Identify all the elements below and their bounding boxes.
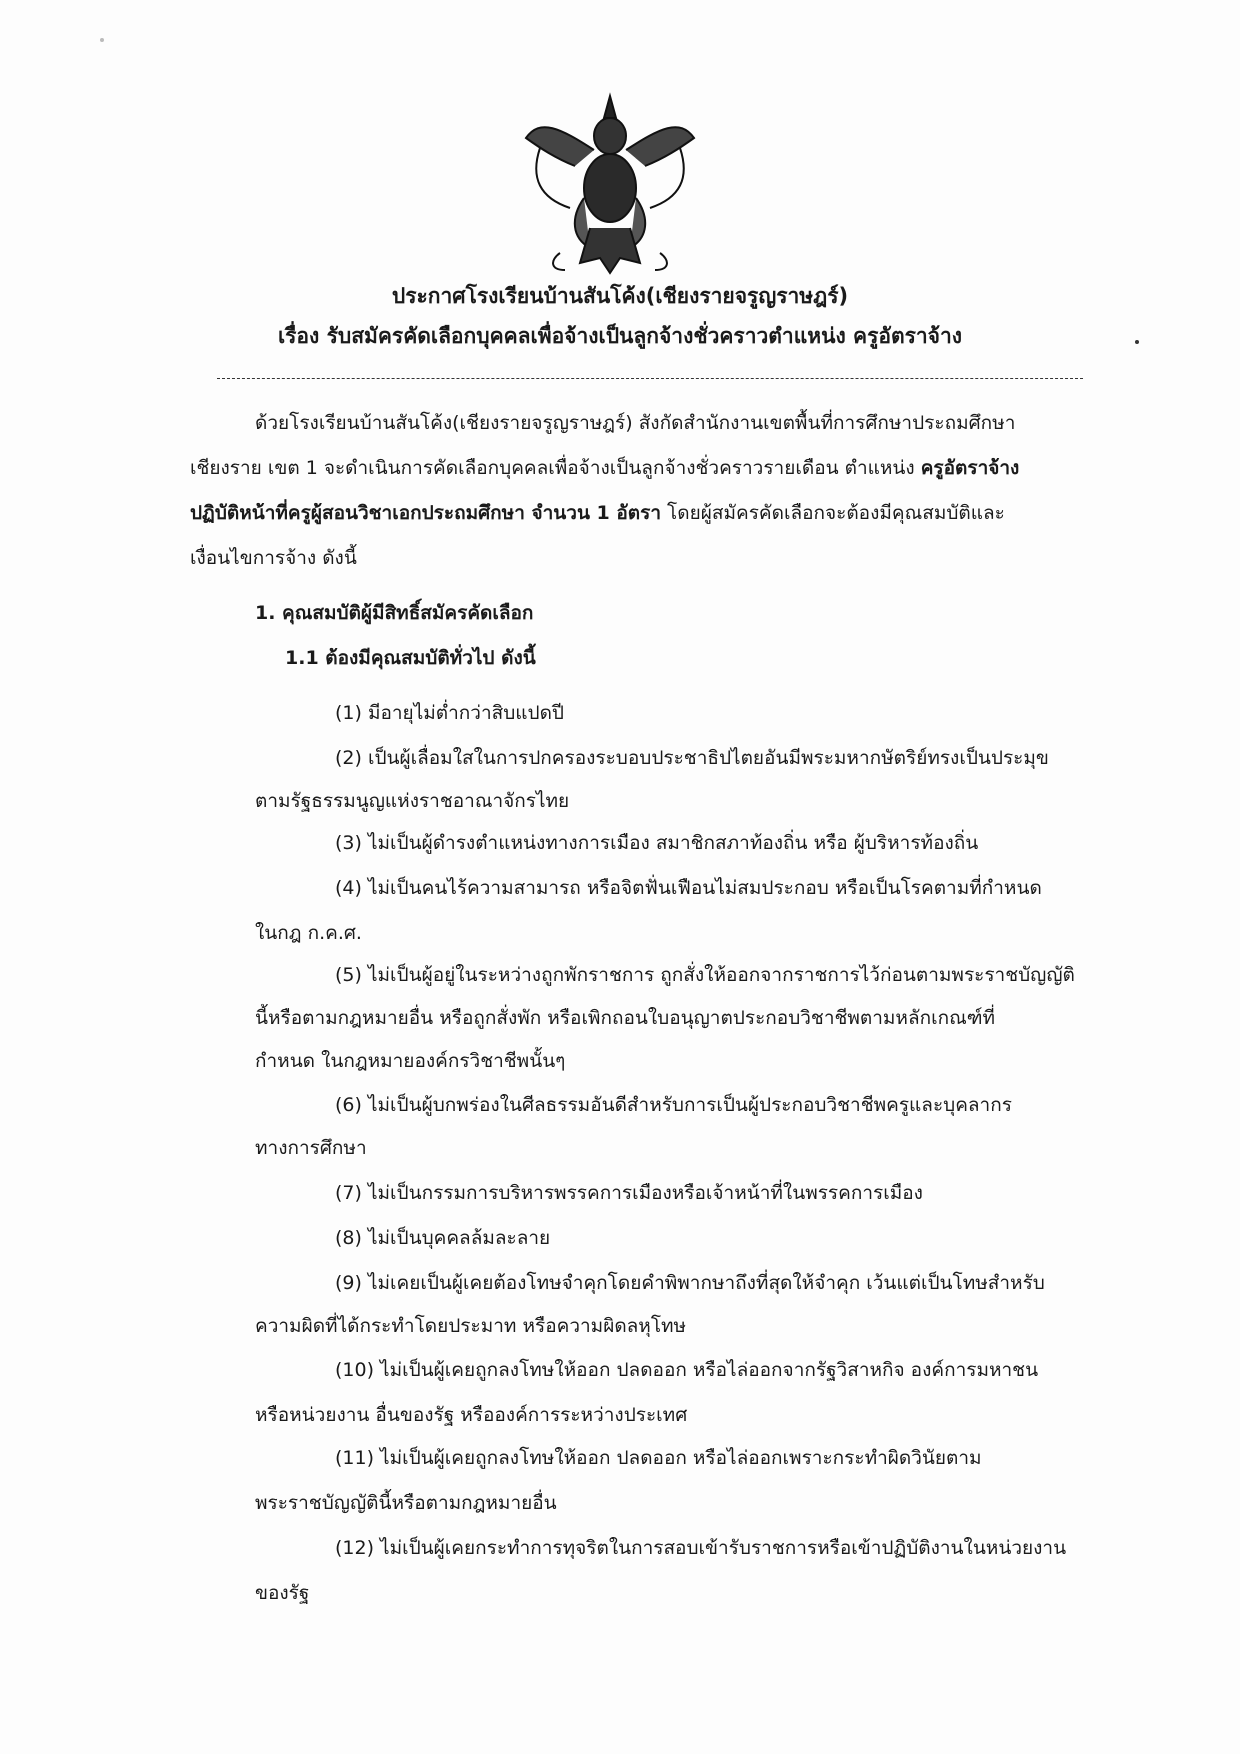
item-9-line-1: (9) ไม่เคยเป็นผู้เคยต้องโทษจำคุกโดยคำพิพากษาถึงที่สุดให้จำคุก เว้นแต่เป็นโทษสำหรับ (335, 1272, 1045, 1294)
item-2-line-2: ตามรัฐธรรมนูญแห่งราชอาณาจักรไทย (255, 790, 570, 812)
item-6-line-1: (6) ไม่เป็นผู้บกพร่องในศีลธรรมอันดีสำหรับการเป็นผู้ประกอบวิชาชีพครูและบุคลากร (335, 1094, 1012, 1116)
item-3: (3) ไม่เป็นผู้ดำรงตำแหน่งทางการเมือง สมาชิกสภาท้องถิ่น หรือ ผู้บริหารท้องถิ่น (335, 832, 979, 854)
announcement-title: ประกาศโรงเรียนบ้านสันโค้ง(เชียงรายจรูญราษฎร์) (391, 284, 849, 308)
section-1-heading: 1. คุณสมบัติผู้มีสิทธิ์สมัครคัดเลือก (255, 602, 534, 624)
item-5-line-2: นี้หรือตามกฎหมายอื่น หรือถูกสั่งพัก หรือเพิกถอนใบอนุญาตประกอบวิชาชีพตามหลักเกณฑ์ที่ (255, 1007, 996, 1029)
item-12-line-2: ของรัฐ (255, 1582, 310, 1604)
item-4-line-2: ในกฎ ก.ค.ศ. (255, 922, 362, 944)
intro-line-2-text: เชียงราย เขต 1 จะดำเนินการคัดเลือกบุคคลเพื่อจ้างเป็นลูกจ้างชั่วคราวรายเดือน ตำแหน่ง (190, 457, 921, 479)
intro-line-2 (190, 455, 1019, 481)
intro-line-4: เงื่อนไขการจ้าง ดังนี้ (190, 547, 357, 569)
scan-speck (1135, 340, 1139, 344)
intro-line-3 (190, 500, 1005, 526)
item-11-line-1: (11) ไม่เป็นผู้เคยถูกลงโทษให้ออก ปลดออก หรือไล่ออกเพราะกระทำผิดวินัยตาม (335, 1447, 982, 1469)
item-1: (1) มีอายุไม่ต่ำกว่าสิบแปดปี (335, 702, 564, 724)
item-9-line-2: ความผิดที่ได้กระทำโดยประมาท หรือความผิดลหุโทษ (255, 1315, 687, 1337)
item-5-line-1: (5) ไม่เป็นผู้อยู่ในระหว่างถูกพักราชการ ถูกสั่งให้ออกจากราชการไว้ก่อนตามพระราชบัญญัติ (335, 964, 1075, 986)
intro-duty-bold: ปฏิบัติหน้าที่ครูผู้สอนวิชาเอกประถมศึกษา จำนวน 1 อัตรา (190, 502, 662, 524)
item-2-line-1: (2) เป็นผู้เลื่อมใสในการปกครองระบอบประชาธิปไตยอันมีพระมหากษัตริย์ทรงเป็นประมุข (335, 747, 1049, 769)
intro-line-3-text: โดยผู้สมัครคัดเลือกจะต้องมีคุณสมบัติและ (661, 502, 1005, 524)
item-5-line-3: กำหนด ในกฎหมายองค์กรวิชาชีพนั้นๆ (255, 1050, 566, 1072)
item-4-line-1: (4) ไม่เป็นคนไร้ความสามารถ หรือจิตฟั่นเฟือนไม่สมประกอบ หรือเป็นโรคตามที่กำหนด (335, 877, 1042, 899)
intro-position-bold: ครูอัตราจ้าง (920, 457, 1020, 479)
item-12-line-1: (12) ไม่เป็นผู้เคยกระทำการทุจริตในการสอบเข้ารับราชการหรือเข้าปฏิบัติงานในหน่วยงาน (335, 1537, 1067, 1559)
item-8: (8) ไม่เป็นบุคคลล้มละลาย (335, 1227, 551, 1249)
item-7: (7) ไม่เป็นกรรมการบริหารพรรคการเมืองหรือเจ้าหน้าที่ในพรรคการเมือง (335, 1182, 923, 1204)
item-6-line-2: ทางการศึกษา (255, 1137, 367, 1159)
intro-line-1: ด้วยโรงเรียนบ้านสันโค้ง(เชียงรายจรูญราษฎร์) สังกัดสำนักงานเขตพื้นที่การศึกษาประถมศึกษา (255, 412, 1016, 434)
item-10-line-2: หรือหน่วยงาน อื่นของรัฐ หรือองค์การระหว่างประเทศ (255, 1404, 688, 1426)
garuda-emblem-icon (520, 88, 700, 278)
announcement-subject: เรื่อง รับสมัครคัดเลือกบุคคลเพื่อจ้างเป็นลูกจ้างชั่วคราวตำแหน่ง ครูอัตราจ้าง (277, 324, 963, 348)
divider (217, 378, 1083, 379)
item-11-line-2: พระราชบัญญัตินี้หรือตามกฎหมายอื่น (255, 1492, 557, 1514)
scan-speck (100, 38, 104, 42)
item-10-line-1: (10) ไม่เป็นผู้เคยถูกลงโทษให้ออก ปลดออก หรือไล่ออกจากรัฐวิสาหกิจ องค์การมหาชน (335, 1359, 1039, 1381)
section-1-1-heading: 1.1 ต้องมีคุณสมบัติทั่วไป ดังนี้ (285, 647, 536, 669)
